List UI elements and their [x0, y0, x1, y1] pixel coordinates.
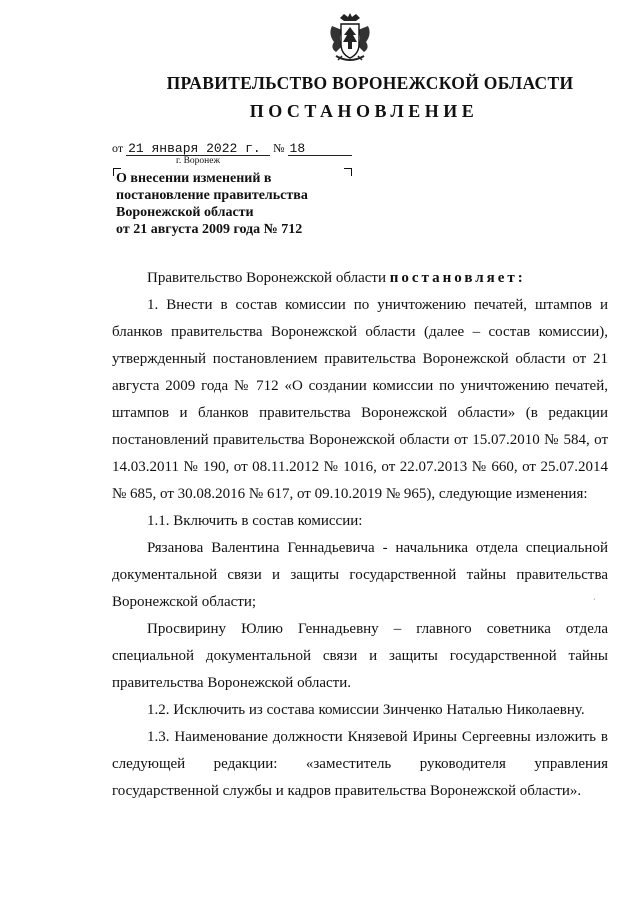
decree-word: постановляет: — [389, 270, 526, 286]
paragraph-1-3: 1.3. Наименование должности Князевой Ирины Сергеевны изложить в следующей редакции: «заместитель руководителя управления государственной службы и кадров правительства Воронежской области». — [112, 729, 608, 799]
org-title: ПРАВИТЕЛЬСТВО ВОРОНЕЖСКОЙ ОБЛАСТИ — [166, 73, 574, 93]
date-number-line — [112, 141, 352, 156]
subject-line: О внесении изменений в — [116, 171, 272, 186]
subject-block — [116, 170, 356, 238]
document-number: 18 — [288, 142, 352, 156]
paragraph-1: 1. Внести в состав комиссии по уничтожению печатей, штампов и бланков правительства Воронежской области (далее – состав комиссии), утвержденный постановлением правительства Воронежской области от 21 августа 2009 года № 712 «О создании комиссии по уничтожению печатей, штампов и бланков правительства Воронежской области» (в редакции постановлений правительства Воронежской области от 15.07.2010 № 584, от 14.03.2011 № 190, от 08.11.2012 № 1016, от 22.07.2013 № 660, от 25.07.2014 № 685, от 30.08.2016 № 617, от 09.10.2019 № 965), следующие изменения: — [112, 297, 608, 502]
margin-mark: ˊ — [593, 597, 596, 607]
paragraph-member-1: Рязанова Валентина Геннадьевича - начальника отдела специальной документальной связи и защиты государственной тайны правительства Воронежской области; — [112, 540, 608, 610]
number-label: № — [273, 141, 285, 155]
intro-text: Правительство Воронежской области — [147, 270, 390, 286]
paragraph-1-2: 1.2. Исключить из состава комиссии Зинченко Наталью Николаевну. — [147, 702, 585, 718]
document-body — [112, 265, 608, 805]
subject-line: от 21 августа 2009 года № 712 — [116, 222, 303, 237]
subject-line: постановление правительства — [116, 188, 308, 203]
city-label: г. Воронеж — [176, 156, 221, 166]
from-label: от — [112, 141, 124, 155]
document-date: 21 января 2022 г. — [126, 142, 270, 156]
paragraph-member-2: Просвирину Юлию Геннадьевну – главного советника отдела специальной документальной связи и защиты государственной тайны правительства Воронежской области. — [112, 621, 608, 691]
paragraph-1-1: 1.1. Включить в состав комиссии: — [147, 513, 363, 529]
subject-line: Воронежской области — [116, 205, 254, 220]
intro-paragraph — [112, 265, 608, 292]
coat-of-arms-icon — [326, 12, 374, 66]
doc-type-title: ПОСТАНОВЛЕНИЕ — [249, 101, 479, 121]
